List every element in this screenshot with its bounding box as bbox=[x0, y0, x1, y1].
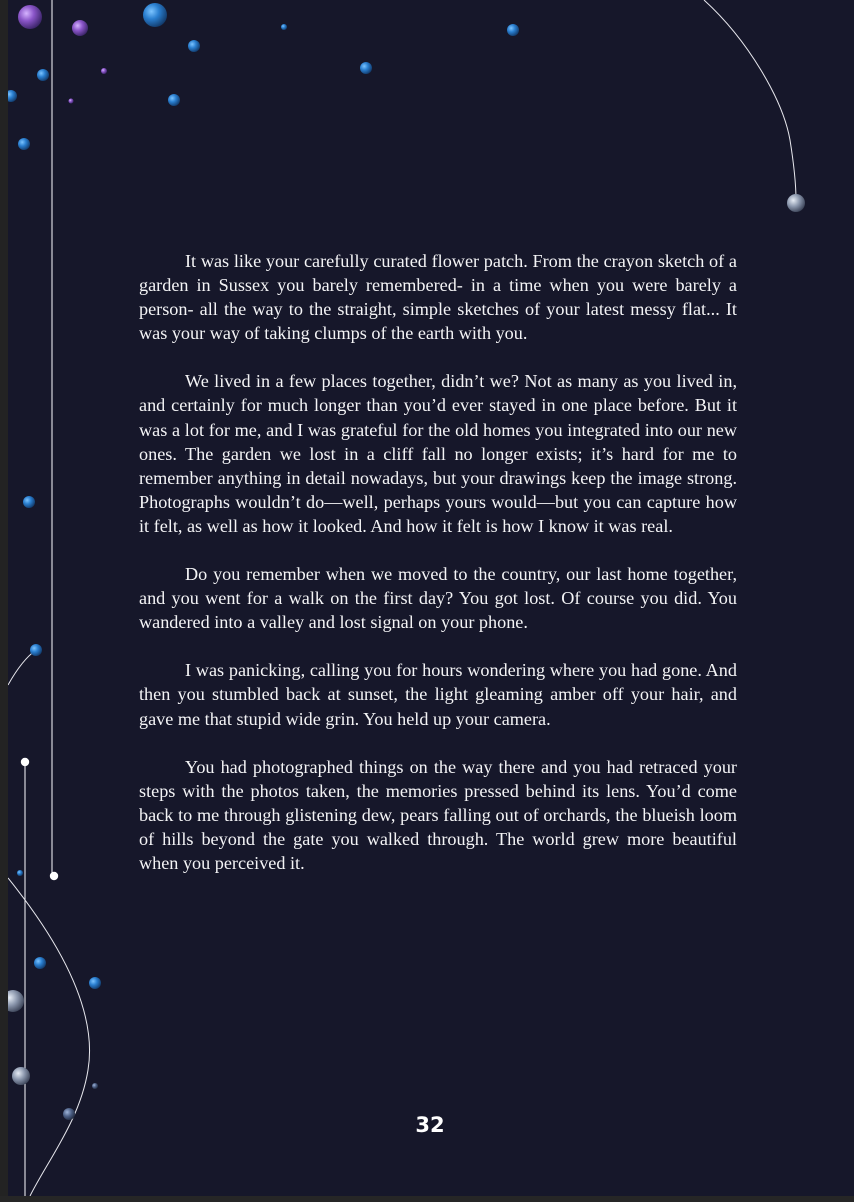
planet bbox=[18, 138, 30, 150]
paragraph: It was like your carefully curated flower patch. From the crayon sketch of a garden in Sussex you barely remembered- in a time when you were barely a person- all the way to the straight, simple sketches of your latest messy flat... It was your way of taking clumps of the earth with you. bbox=[139, 251, 737, 344]
planet bbox=[89, 977, 101, 989]
planet bbox=[23, 496, 35, 508]
viewer-bottom-edge bbox=[0, 1196, 854, 1202]
planet bbox=[17, 870, 23, 876]
planet bbox=[281, 24, 287, 30]
planet bbox=[72, 20, 88, 36]
orbit-arc bbox=[704, 0, 796, 200]
orbit-arc bbox=[8, 878, 90, 1196]
planet bbox=[143, 3, 167, 27]
planet bbox=[92, 1083, 98, 1089]
planet bbox=[8, 90, 17, 102]
paragraph: Do you remember when we moved to the country, our last home together, and you went for a walk on the first day? You got lost. Of course you did. You wandered into a valley and lost signal on your phone. bbox=[139, 564, 737, 633]
planet bbox=[787, 194, 805, 212]
page-number: 32 bbox=[415, 1113, 445, 1137]
planet bbox=[360, 62, 372, 74]
planet bbox=[188, 40, 200, 52]
book-page bbox=[8, 0, 854, 1196]
paragraph: You had photographed things on the way there and you had retraced your steps with the photos taken, the memories pressed behind its lens. You’d come back to me through glistening dew, pears falling out of orchards, the blueish loom of hills beyond the gate you walked through. The world grew more beautiful when you perceived it. bbox=[139, 756, 737, 873]
planet bbox=[37, 69, 49, 81]
planet bbox=[69, 99, 74, 104]
planet bbox=[30, 644, 42, 656]
planet bbox=[101, 68, 107, 74]
viewer-left-edge bbox=[0, 0, 8, 1202]
planet bbox=[168, 94, 180, 106]
orbit-node bbox=[50, 872, 58, 880]
planet bbox=[8, 990, 24, 1012]
planet bbox=[507, 24, 519, 36]
paragraph: We lived in a few places together, didn’t we? Not as many as you lived in, and certainly for much longer than you’d ever stayed in one place before. But it was a lot for me, and I was grateful for the old homes you integrated into our new ones. The garden we lost in a cliff fall no longer exists; it’s hard for me to remember anything in detail nowadays, but your drawings keep the image strong. Photographs wouldn’t do—well, perhaps yours would—but you can capture how it felt, as well as how it looked. And how it felt is how I know it was real. bbox=[139, 371, 737, 536]
planet bbox=[63, 1108, 75, 1120]
orbit-node bbox=[21, 758, 29, 766]
paragraph: I was panicking, calling you for hours wondering where you had gone. And then you stumbled back at sunset, the light gleaming amber off your hair, and gave me that stupid wide grin. You held up your camera. bbox=[139, 660, 737, 729]
planet bbox=[18, 5, 42, 29]
planet bbox=[12, 1067, 30, 1085]
planet bbox=[34, 957, 46, 969]
body-text bbox=[139, 249, 737, 899]
orbit-arc bbox=[8, 650, 36, 685]
